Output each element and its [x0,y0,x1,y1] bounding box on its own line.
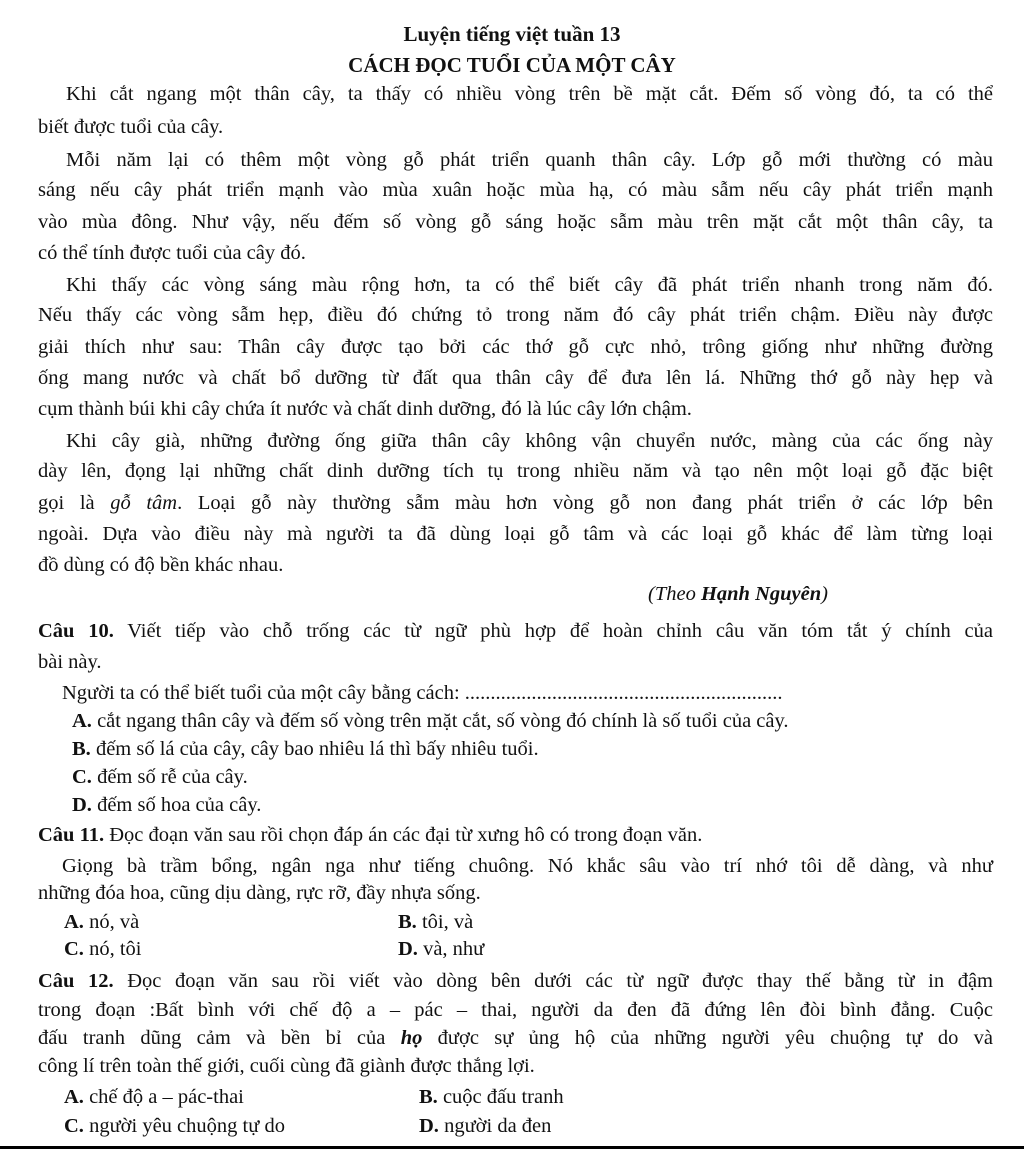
question-10-cont: bài này. [38,651,102,673]
option-b[interactable]: B. tôi, và [398,911,474,933]
passage-line: giải thích như sau: Thân cây được tạo bởi các thớ gỗ cực nhỏ, trông giống như những đường [38,336,993,358]
passage-line: sáng nếu cây phát triển mạnh vào mùa xuân hoặc mùa hạ, có màu sẫm nếu cây phát triển mạnh [38,179,993,201]
answer-blank[interactable]: .............................................................. [464,682,783,704]
passage-line: Nếu thấy các vòng sẫm hẹp, điều đó chứng tỏ trong năm đó cây phát triển chậm. Điều này được [38,304,993,326]
option-a[interactable]: A. cắt ngang thân cây và đếm số vòng trên mặt cắt, số vòng đó chính là số tuổi của cây. [72,710,789,732]
option-c[interactable]: C. người yêu chuộng tự do [64,1115,285,1137]
option-d[interactable]: D. và, như [398,938,485,960]
passage-line: Khi thấy các vòng sáng màu rộng hơn, ta có thể biết cây đã phát triển nhanh trong năm đó. [66,274,993,296]
passage-line: ống mang nước và chất bổ dưỡng từ đất qua thân cây để đưa lên lá. Những thớ gỗ này hẹp và [38,367,993,389]
passage-line: Khi cây già, những đường ống giữa thân cây không vận chuyển nước, màng của các ống này [66,430,993,452]
question-12-cont: đấu tranh dũng cảm và bền bỉ của họ được sự ủng hộ của những người yêu chuộng tự do và [38,1027,993,1049]
lesson-subtitle: Luyện tiếng việt tuần 13 [403,22,621,46]
question-12-cont: công lí trên toàn thế giới, cuối cùng đã giành được thắng lợi. [38,1055,535,1077]
option-d[interactable]: D. đếm số hoa của cây. [72,794,262,816]
option-c[interactable]: C. nó, tôi [64,938,142,960]
passage-line: đồ dùng có độ bền khác nhau. [38,554,284,576]
question-label: Câu 12. [38,970,114,992]
option-c[interactable]: C. đếm số rễ của cây. [72,766,248,788]
passage-line: Khi cắt ngang một thân cây, ta thấy có nhiều vòng trên bề mặt cắt. Đếm số vòng đó, ta có thể [66,83,993,105]
answer-prompt: Người ta có thể biết tuổi của một cây bằng cách: .............................................................. [62,682,783,704]
source-citation: (Theo Hạnh Nguyên) [648,583,828,605]
question-12-cont: trong đoạn :Bất bình với chế độ a – pác – thai, người da đen đã đứng lên đòi bình đẳng. Cuộc [38,999,993,1021]
page-title: CÁCH ĐỌC TUỔI CỦA MỘT CÂY [348,53,676,77]
question-10: Câu 10. Viết tiếp vào chỗ trống các từ ngữ phù hợp để hoàn chỉnh câu văn tóm tắt ý chính của [38,620,993,642]
passage-line: dày lên, đọng lại những chất dinh dưỡng tích tụ trong nhiều năm và tạo nên một loại gỗ đặc biệt [38,460,993,482]
passage-line: có thể tính được tuổi của cây đó. [38,242,306,264]
italic-term: gỗ tâm [110,492,178,514]
question-label: Câu 10. [38,620,114,642]
passage-line: vào mùa đông. Như vậy, nếu đếm số vòng gỗ sáng hoặc sẫm màu trên mặt cắt một thân cây, ta [38,211,993,233]
passage-line: gọi là gỗ tâm. Loại gỗ này thường sẫm màu hơn vòng gỗ non đang phát triển ở các lớp bên [38,492,993,514]
question-11: Câu 11. Đọc đoạn văn sau rồi chọn đáp án các đại từ xưng hô có trong đoạn văn. [38,824,703,846]
question-11-passage: những đóa hoa, cũng dịu dàng, rực rỡ, đầy nhựa sống. [38,882,481,904]
question-11-passage: Giọng bà trầm bổng, ngân nga như tiếng chuông. Nó khắc sâu vào trí nhớ tôi dễ dàng, và như [62,855,993,877]
passage-line: biết được tuổi của cây. [38,116,224,138]
option-b[interactable]: B. cuộc đấu tranh [419,1086,564,1108]
passage-line: Mỗi năm lại có thêm một vòng gỗ phát triển quanh thân cây. Lớp gỗ mới thường có màu [66,149,993,171]
option-a[interactable]: A. chế độ a – pác-thai [64,1086,244,1108]
bold-term: họ [400,1027,423,1049]
passage-line: cụm thành búi khi cây chứa ít nước và chất dinh dưỡng, đó là lúc cây lớn chậm. [38,398,692,420]
option-b[interactable]: B. đếm số lá của cây, cây bao nhiêu lá thì bấy nhiêu tuổi. [72,738,539,760]
option-d[interactable]: D. người da đen [419,1115,552,1137]
option-a[interactable]: A. nó, và [64,911,140,933]
passage-line: ngoài. Dựa vào điều này mà người ta đã dùng loại gỗ tâm và các loại gỗ khác để làm từng loại [38,523,993,545]
question-12: Câu 12. Đọc đoạn văn sau rồi viết vào dòng bên dưới các từ ngữ được thay thế bằng từ in đậm [38,970,993,992]
question-label: Câu 11. [38,824,105,846]
